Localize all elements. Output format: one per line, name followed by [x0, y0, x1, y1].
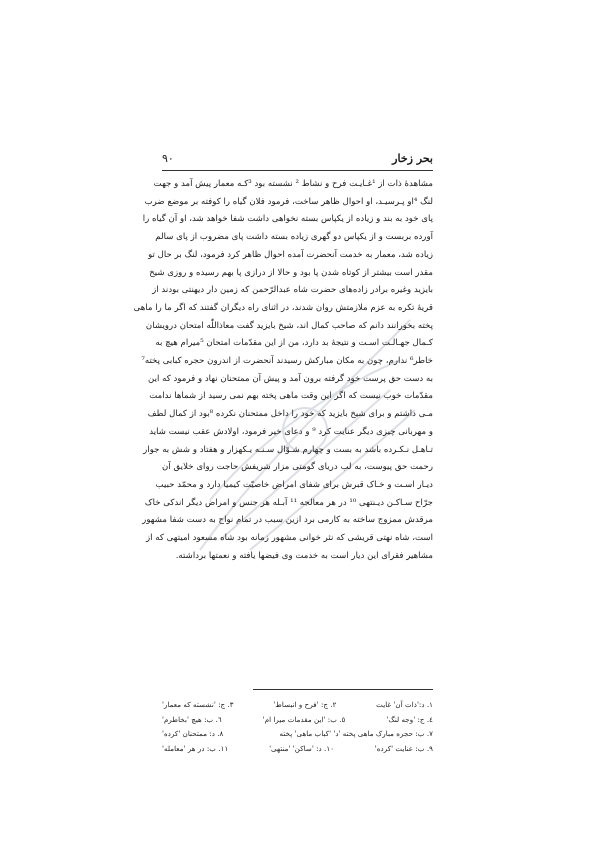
- footnote: ۳. ج: 'نشسته که معمار': [162, 700, 234, 709]
- page-number: ۹۰: [162, 152, 174, 165]
- text-line: دیـار اسـت و خـاک قبرش برای شفای امراض خاصیّت کیمیا دارد و محمّد حبیب: [155, 479, 433, 490]
- footnote: ۲. ج: 'فرح و انبساط': [273, 700, 337, 709]
- footnotes: [162, 698, 433, 756]
- footnote: ۹. ب: عنایت 'کرده': [374, 743, 433, 753]
- footnote: ۸. د: ممتحنان 'کرده': [162, 729, 224, 738]
- footnote-row: [162, 727, 433, 742]
- book-title: بحر زخار: [392, 152, 433, 165]
- text-line: تـاهـل نـکـرده باشد به بست و چهارم شـوّال سـنـه یـکهزار و هفتاد و شش به جوار: [143, 444, 433, 455]
- text-line: است، شاه نهتی قریشی که نثر خوانی مشهور زمانه بود شاه مسعود امیتهی که از: [145, 533, 433, 544]
- text-line: و مهربانی چیزی دیگر عنایت کرد ⁹ و دعای خیر فرمود، اولادش عقب نیست شاید: [149, 426, 433, 437]
- footnote-row: [162, 713, 433, 728]
- running-header: [162, 150, 433, 168]
- text-line: پخته بخورانند دانم که صاحب کمال اند، شیخ بایزید گفت معاذاللّٰه امتحان درویشان: [145, 320, 433, 331]
- text-line: مشاهیر فقرای این دیار است به خدمت وی فیضها یافته و نعمتها برداشته.: [175, 550, 433, 561]
- text-line: خاطر⁶ ندارم، چون به مکان مبارکش رسیدند آنحضرت از اندرون حجره کبابی پخته⁷: [141, 356, 433, 367]
- footnote: ۱. د:'ذات آن' غایت: [376, 700, 433, 709]
- text-line: زیاده شد، معمار به خدمت آنحضرت آمده احوال ظاهر کرد فرمود، لنگ بر حال تو: [148, 249, 433, 260]
- header-rule: [162, 170, 433, 171]
- text-line: مرقدش ممزوج ساخته به کارمی برد ازین سبب در تمام نواح به دست شفا مشهور: [142, 515, 433, 526]
- text-line: کـمال جهـالـت اسـت و نتیجهٔ بد دارد، من از این مقدّمات امتحان ⁵میرام هیچ به: [155, 338, 433, 349]
- text-line: پای خود به بند و زیاده از یکپاس بسته نخواهی داشت شفا خواهد شد، او آن گیاه را: [142, 214, 433, 225]
- text-line: مقدر است بیشتر از کوتاه شدن پا بود و حالا از درازی پا بهم رسیده و روزی شیخ: [149, 267, 433, 278]
- text-line: آورده بربست و از یکپاس دو گهری زیاده بسته داشت پای مضروب از پای سالم: [155, 232, 433, 243]
- text-line: قریهٔ تکره به عزم ملازمتش روان شدند، در اثنای راه دیگران گفتند که اگر ما را ماهی: [133, 302, 433, 313]
- text-line: جرّاح سـاکـن دیـنتهی ¹⁰ در هر معالجه ¹¹ آبـله هر جنس و امراض دیگر اندکی خاک: [144, 497, 433, 508]
- text-line: مقدّمات خوب نیست که اگر این وقت ماهی پخته بهم نمی رسید از شماها ندامت: [149, 391, 433, 402]
- footnote: ٥. ب: 'این مقدمات میرا ام': [262, 714, 346, 724]
- footnote-row: [162, 698, 433, 713]
- text-line: مشاهدهٔ ذات از ¹غـایـت فرح و نشاط ² نشسته بود ³کـه معمار پیش آمد و جهت: [153, 179, 433, 189]
- text-line: لنگ ⁴او پـرسیـد، او احوال ظاهر ساخت، فرمود فلان گیاه را کوفته بر موضع ضرب: [144, 196, 433, 207]
- footnote: ۱۰. د: 'ساکن' 'منتهی': [269, 743, 335, 753]
- footnote-row: [162, 742, 433, 757]
- footnote-rule: [253, 689, 433, 690]
- footnote: ۱۱. ب: در هر 'معامله': [162, 743, 229, 753]
- footnote: ٤. ج: 'وجه لنگ': [386, 714, 433, 724]
- main-text: [133, 176, 433, 565]
- text-line: بایزید وغیره برادر زاده‌های حضرت شاه عبدالرّحمن که زمین دار دیهنتی بودند از: [152, 285, 433, 296]
- text-line: رحمت حق پیوست، به لب دریای گومتی مزار شریفش حاجت روای خلایق آن: [162, 462, 433, 473]
- footnote: ٦. ب: هیچ 'بخاطرم': [162, 714, 222, 724]
- text-line: به دست حق پرست خود گرفته برون آمد و پیش آن ممتحنان نهاد و فرمود که این: [148, 373, 433, 384]
- footnote: ۷. ب: حجره مبارک ماهی پخته 'د' 'کباب ماهی' پخته: [279, 729, 433, 738]
- text-line: مـی داشتم و برای شیخ بایزید که خود را داخل ممتحنان نکرده ⁸بود از کمال لطف: [147, 409, 433, 420]
